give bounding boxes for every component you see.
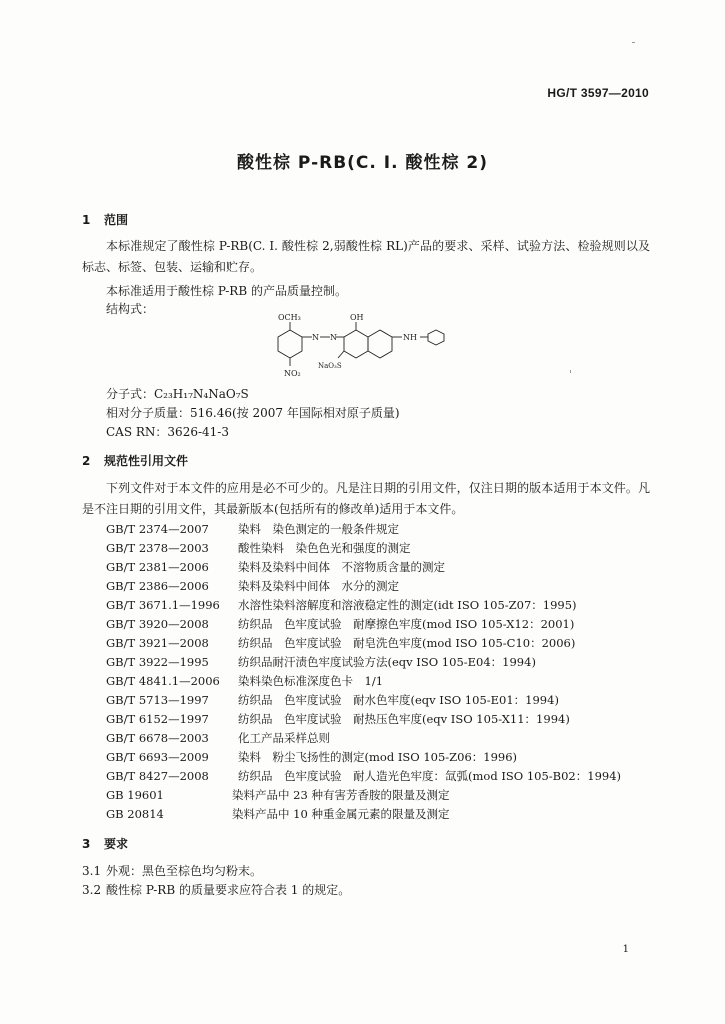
azo-n2: N (330, 333, 337, 342)
section-title: 要求 (104, 837, 129, 851)
sulfonate-label: NaO₃S (318, 362, 342, 370)
section-3-heading (82, 835, 128, 852)
reference-title: 染料及染料中间体 不溶物质含量的测定 (238, 560, 445, 574)
reference-code: GB/T 3920—2008 (106, 617, 209, 631)
reference-item (106, 521, 399, 537)
reference-item (106, 768, 621, 784)
reference-code: GB/T 5713—1997 (106, 693, 209, 707)
structural-formula (260, 310, 450, 380)
benzene-ring (278, 330, 302, 358)
reference-code: GB/T 6152—1997 (106, 712, 209, 726)
reference-title: 纺织品 色牢度试验 耐水色牢度(eqv ISO 105-E01：1994) (238, 693, 559, 707)
reference-title: 染料 粉尘飞扬性的测定(mod ISO 105-Z06：1996) (238, 750, 518, 764)
reference-item (106, 616, 574, 632)
reference-code: GB/T 2381—2006 (106, 560, 209, 574)
reference-code: GB/T 3671.1—1996 (106, 598, 220, 612)
section-1-heading (82, 211, 128, 228)
reference-code: GB/T 6678—2003 (106, 731, 209, 745)
section-title: 范围 (104, 213, 129, 227)
reference-item (106, 692, 559, 708)
reference-title: 染料及染料中间体 水分的测定 (238, 579, 399, 593)
molecular-formula: 分子式：C₂₃H₁₇N₄NaO₇S (106, 387, 249, 401)
section-2-heading (82, 452, 188, 469)
naphthalene-ring-a (344, 330, 368, 358)
reference-code: GB/T 3922—1995 (106, 655, 209, 669)
reference-title: 染料产品中 10 种重金属元素的限量及测定 (232, 807, 450, 821)
requirement-item (82, 881, 350, 898)
cas-number: CAS RN：3626-41-3 (106, 425, 229, 439)
structure-label: 结构式： (106, 302, 155, 316)
reference-code: GB/T 4841.1—2006 (106, 674, 220, 688)
scan-speck (570, 370, 571, 373)
reference-code: GB/T 6693—2009 (106, 750, 209, 764)
reference-title: 染料染色标准深度色卡 1/1 (238, 674, 384, 688)
requirement-text: 酸性棕 P-RB 的质量要求应符合表 1 的规定。 (106, 883, 351, 897)
requirement-number: 3.2 (82, 883, 102, 897)
nitro-label: NO₂ (284, 369, 301, 378)
reference-item (106, 711, 570, 727)
molecular-weight: 相对分子质量：516.46(按 2007 年国际相对原子质量) (106, 406, 400, 420)
reference-item (106, 730, 330, 746)
reference-item (106, 806, 449, 822)
reference-item (106, 559, 445, 575)
reference-title: 水溶性染料溶解度和溶液稳定性的测定(idt ISO 105-Z07：1995) (238, 598, 577, 612)
reference-item (106, 787, 449, 803)
requirement-item (82, 862, 262, 879)
reference-code: GB 20814 (106, 807, 164, 821)
reference-code: GB/T 8427—2008 (106, 769, 209, 783)
methoxy-label: OCH₃ (278, 313, 301, 322)
section-number: 1 (82, 213, 91, 227)
reference-code: GB/T 2386—2006 (106, 579, 209, 593)
reference-title: 染料产品中 23 种有害芳香胺的限量及测定 (232, 788, 450, 802)
amine-label: NH (403, 333, 417, 342)
reference-item (106, 597, 577, 613)
reference-item (106, 654, 536, 670)
reference-title: 纺织品 色牢度试验 耐热压色牢度(eqv ISO 105-X11：1994) (238, 712, 570, 726)
reference-code: GB/T 2374—2007 (106, 522, 209, 536)
references-intro: 下列文件对于本文件的应用是必不可少的。凡是注日期的引用文件，仅注日期的版本适用于本文件。凡是不注日期的引用文件，其最新版本(包括所有的修改单)适用于本文件。 (82, 481, 650, 516)
reference-item (106, 635, 575, 651)
standard-number: HG/T 3597—2010 (547, 86, 649, 100)
reference-item (106, 673, 383, 689)
reference-item (106, 749, 517, 765)
reference-item (106, 540, 411, 556)
section-title: 规范性引用文件 (104, 454, 189, 468)
requirement-text: 外观：黑色至棕色均匀粉末。 (106, 864, 263, 878)
page-number: 1 (622, 944, 629, 955)
reference-title: 纺织品耐汗渍色牢度试验方法(eqv ISO 105-E04：1994) (238, 655, 536, 669)
azo-n1: N (312, 333, 319, 342)
phenyl-ring (428, 330, 444, 345)
section-number: 3 (82, 837, 91, 851)
requirement-number: 3.1 (82, 864, 102, 878)
reference-title: 纺织品 色牢度试验 耐摩擦色牢度(mod ISO 105-X12：2001) (238, 617, 575, 631)
reference-title: 染料 染色测定的一般条件规定 (238, 522, 399, 536)
reference-title: 纺织品 色牢度试验 耐皂洗色牢度(mod ISO 105-C10：2006) (238, 636, 576, 650)
hydroxy-label: OH (350, 313, 364, 322)
reference-item (106, 578, 399, 594)
scan-speck (632, 42, 635, 43)
scope-applicability: 本标准适用于酸性棕 P-RB 的产品质量控制。 (106, 284, 347, 298)
naphthalene-ring-b (368, 330, 392, 358)
reference-title: 酸性染料 染色色光和强度的测定 (238, 541, 411, 555)
scope-paragraph: 本标准规定了酸性棕 P-RB(C. I. 酸性棕 2,弱酸性棕 RL)产品的要求、采样、试验方法、检验规则以及标志、标签、包装、运输和贮存。 (82, 239, 650, 274)
section-number: 2 (82, 454, 91, 468)
document-title: 酸性棕 P-RB(C. I. 酸性棕 2) (236, 153, 489, 173)
reference-title: 纺织品 色牢度试验 耐人造光色牢度：氙弧(mod ISO 105-B02：1994) (238, 769, 622, 783)
reference-code: GB/T 2378—2003 (106, 541, 209, 555)
reference-code: GB/T 3921—2008 (106, 636, 209, 650)
reference-code: GB 19601 (106, 788, 164, 802)
reference-title: 化工产品采样总则 (238, 731, 330, 745)
